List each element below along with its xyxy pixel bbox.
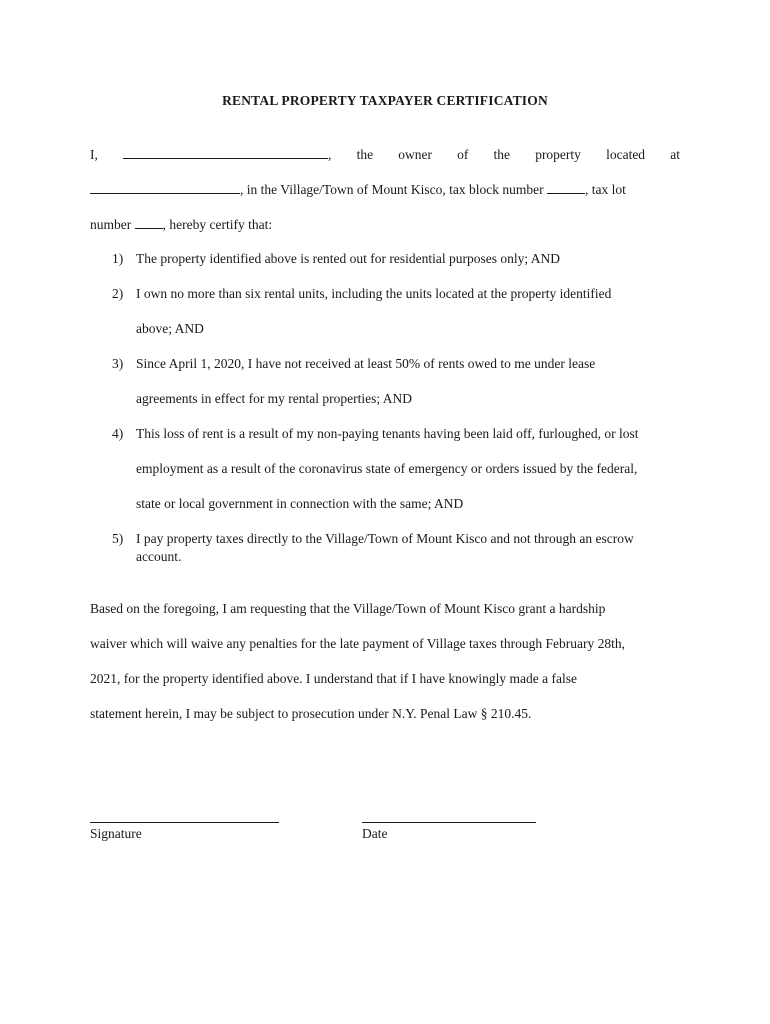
date-line[interactable] [362, 822, 536, 823]
tax-lot-blank[interactable] [135, 216, 163, 229]
owner-name-blank[interactable]: , [123, 146, 331, 163]
property-address-blank[interactable] [90, 181, 240, 194]
item-number: 1) [112, 251, 124, 266]
intro-word: the [356, 147, 374, 162]
intro-line-1 [90, 146, 680, 163]
closing-line: waiver which will waive any penalties for the late payment of Village taxes through February 28th, [90, 636, 626, 651]
intro-word: owner [398, 147, 432, 162]
intro-word: the [493, 147, 511, 162]
item-text: employment as a result of the coronavirus state of emergency or orders issued by the federal, [136, 461, 638, 476]
intro-line-3-tail: , hereby certify that: [162, 217, 273, 232]
closing-line: 2021, for the property identified above. I understand that if I have knowingly made a false [90, 671, 577, 686]
closing-line: Based on the foregoing, I am requesting that the Village/Town of Mount Kisco grant a hardship [90, 601, 606, 616]
item-text: I own no more than six rental units, including the units located at the property identified [136, 286, 612, 301]
tax-block-blank[interactable] [547, 181, 585, 194]
signature-line[interactable] [90, 822, 279, 823]
intro-word: at [670, 147, 680, 162]
signature-label: Signature [90, 826, 142, 841]
intro-word: property [535, 147, 581, 162]
item-number: 2) [112, 286, 124, 301]
item-number: 3) [112, 356, 124, 371]
item-text: agreements in effect for my rental properties; AND [136, 391, 413, 406]
document-title: RENTAL PROPERTY TAXPAYER CERTIFICATION [222, 93, 548, 108]
item-text: I pay property taxes directly to the Village/Town of Mount Kisco and not through an escrow [136, 531, 634, 546]
item-number: 5) [112, 531, 124, 546]
intro-word: located [606, 147, 646, 162]
closing-line: statement herein, I may be subject to prosecution under N.Y. Penal Law § 210.45. [90, 706, 532, 721]
item-text: state or local government in connection with the same; AND [136, 496, 464, 511]
intro-line-2 [90, 181, 680, 198]
item-number: 4) [112, 426, 124, 441]
item-text: Since April 1, 2020, I have not received at least 50% of rents owed to me under lease [136, 356, 596, 371]
intro-word: of [457, 147, 469, 162]
item-text: above; AND [136, 321, 204, 336]
item-text: The property identified above is rented out for residential purposes only; AND [136, 251, 561, 266]
intro-line-2-text: , in the Village/Town of Mount Kisco, tax block number [240, 182, 544, 197]
intro-word: I, [90, 147, 98, 162]
item-text: This loss of rent is a result of my non-paying tenants having been laid off, furloughed, or lost [136, 426, 639, 441]
item-text: account. [136, 549, 182, 564]
date-label: Date [362, 826, 388, 841]
intro-line-2-tail: , tax lot [584, 182, 626, 197]
intro-line-3 [90, 216, 680, 233]
intro-line-3-text: number [90, 217, 132, 232]
